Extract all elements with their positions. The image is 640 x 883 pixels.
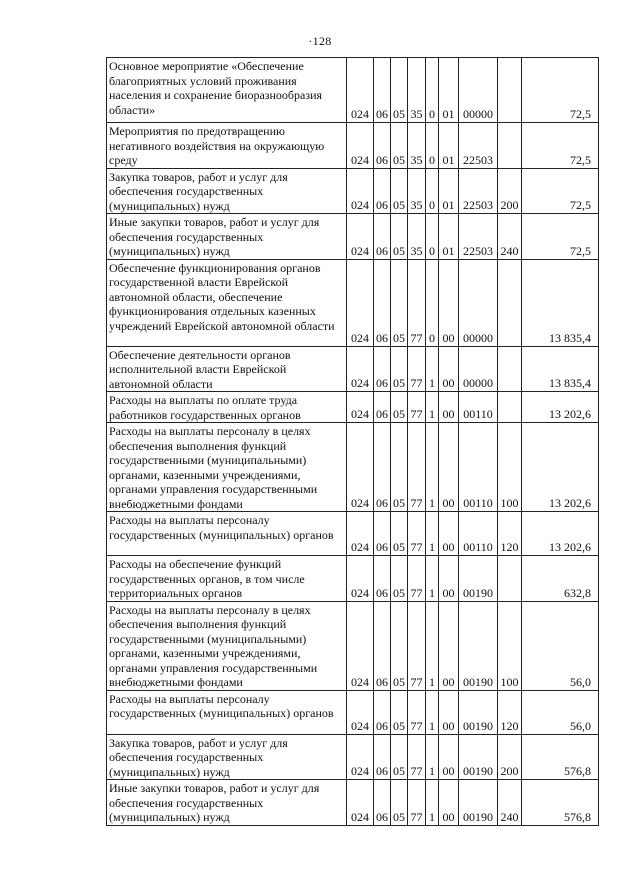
row-name-cell: Иные закупки товаров, работ и услуг для обеспечения государственных (муниципальных) нужд: [107, 780, 347, 826]
section-code-cell: 06: [374, 734, 391, 780]
program-code-cell: 77: [408, 690, 426, 734]
grbs-code-cell: 024: [347, 601, 374, 690]
program-code-cell: 77: [408, 392, 426, 423]
subsection-code-cell: 05: [391, 556, 408, 602]
table-row: [107, 58, 599, 123]
page-number: ·128: [308, 34, 332, 48]
subsection-code-cell: 05: [391, 214, 408, 260]
row-name-cell: Основное мероприятие «Обеспечение благоприятных условий проживания населения и сохранение биоразнообразия области»: [107, 58, 347, 123]
subsection-code-cell: 05: [391, 690, 408, 734]
program-code-cell: 77: [408, 346, 426, 392]
row-name-cell: Мероприятия по предотвращению негативного воздействия на окружающую среду: [107, 123, 347, 169]
row-name-cell: Расходы на обеспечение функций государственных органов, в том числе территориальных органов: [107, 556, 347, 602]
direction-code-cell: 00190: [459, 690, 498, 734]
grbs-code-cell: 024: [347, 58, 374, 123]
subprogram-code-cell: 1: [426, 423, 439, 512]
direction-code-cell: 00110: [459, 423, 498, 512]
row-name-cell: Обеспечение деятельности органов исполнительной власти Еврейской автономной области: [107, 346, 347, 392]
amount-cell: 72,5: [522, 214, 599, 260]
section-code-cell: 06: [374, 512, 391, 556]
expense-type-cell: 120: [498, 690, 522, 734]
grbs-code-cell: 024: [347, 512, 374, 556]
event-code-cell: 01: [439, 214, 459, 260]
program-code-cell: 35: [408, 214, 426, 260]
section-code-cell: 06: [374, 346, 391, 392]
event-code-cell: 00: [439, 690, 459, 734]
program-code-cell: 35: [408, 123, 426, 169]
row-name-cell: Расходы на выплаты персоналу в целях обеспечения выполнения функций государственными (муниципальными) органами, казенными учреждениями, органами управления государственными внебюджетными фондами: [107, 423, 347, 512]
expense-type-cell: 200: [498, 734, 522, 780]
direction-code-cell: 00000: [459, 58, 498, 123]
direction-code-cell: 00190: [459, 780, 498, 826]
row-name-cell: Расходы на выплаты по оплате труда работников государственных органов: [107, 392, 347, 423]
budget-table: [106, 57, 599, 826]
grbs-code-cell: 024: [347, 346, 374, 392]
subprogram-code-cell: 0: [426, 214, 439, 260]
row-name-cell: Закупка товаров, работ и услуг для обеспечения государственных (муниципальных) нужд: [107, 168, 347, 214]
amount-cell: 632,8: [522, 556, 599, 602]
subprogram-code-cell: 1: [426, 512, 439, 556]
direction-code-cell: 00190: [459, 734, 498, 780]
table-row: [107, 123, 599, 169]
expense-type-cell: [498, 346, 522, 392]
event-code-cell: 00: [439, 601, 459, 690]
section-code-cell: 06: [374, 423, 391, 512]
table-row: [107, 259, 599, 346]
subprogram-code-cell: 1: [426, 780, 439, 826]
direction-code-cell: 22503: [459, 123, 498, 169]
expense-type-cell: [498, 123, 522, 169]
subsection-code-cell: 05: [391, 734, 408, 780]
direction-code-cell: 00110: [459, 512, 498, 556]
row-name-cell: Иные закупки товаров, работ и услуг для обеспечения государственных (муниципальных) нужд: [107, 214, 347, 260]
grbs-code-cell: 024: [347, 690, 374, 734]
row-name-cell: Расходы на выплаты персоналу государственных (муниципальных) органов: [107, 690, 347, 734]
subsection-code-cell: 05: [391, 780, 408, 826]
table-row: [107, 423, 599, 512]
amount-cell: 72,5: [522, 123, 599, 169]
section-code-cell: 06: [374, 601, 391, 690]
subsection-code-cell: 05: [391, 58, 408, 123]
event-code-cell: 01: [439, 123, 459, 169]
event-code-cell: 00: [439, 512, 459, 556]
event-code-cell: 00: [439, 734, 459, 780]
section-code-cell: 06: [374, 690, 391, 734]
section-code-cell: 06: [374, 259, 391, 346]
amount-cell: 13 202,6: [522, 423, 599, 512]
event-code-cell: 00: [439, 346, 459, 392]
direction-code-cell: 22503: [459, 214, 498, 260]
grbs-code-cell: 024: [347, 123, 374, 169]
program-code-cell: 77: [408, 259, 426, 346]
table-row: [107, 601, 599, 690]
grbs-code-cell: 024: [347, 423, 374, 512]
section-code-cell: 06: [374, 780, 391, 826]
table-row: [107, 214, 599, 260]
row-name-cell: Закупка товаров, работ и услуг для обеспечения государственных (муниципальных) нужд: [107, 734, 347, 780]
subprogram-code-cell: 0: [426, 259, 439, 346]
subprogram-code-cell: 1: [426, 690, 439, 734]
direction-code-cell: 00000: [459, 259, 498, 346]
expense-type-cell: 240: [498, 214, 522, 260]
subprogram-code-cell: 1: [426, 346, 439, 392]
program-code-cell: 77: [408, 601, 426, 690]
subsection-code-cell: 05: [391, 259, 408, 346]
program-code-cell: 77: [408, 556, 426, 602]
program-code-cell: 77: [408, 734, 426, 780]
grbs-code-cell: 024: [347, 734, 374, 780]
grbs-code-cell: 024: [347, 214, 374, 260]
subsection-code-cell: 05: [391, 168, 408, 214]
program-code-cell: 35: [408, 58, 426, 123]
table-row: [107, 512, 599, 556]
section-code-cell: 06: [374, 58, 391, 123]
expense-type-cell: [498, 392, 522, 423]
grbs-code-cell: 024: [347, 556, 374, 602]
event-code-cell: 00: [439, 392, 459, 423]
direction-code-cell: 22503: [459, 168, 498, 214]
expense-type-cell: [498, 259, 522, 346]
subsection-code-cell: 05: [391, 346, 408, 392]
table-row: [107, 734, 599, 780]
subsection-code-cell: 05: [391, 512, 408, 556]
event-code-cell: 00: [439, 780, 459, 826]
expense-type-cell: 240: [498, 780, 522, 826]
row-name-cell: Расходы на выплаты персоналу государственных (муниципальных) органов: [107, 512, 347, 556]
subprogram-code-cell: 1: [426, 556, 439, 602]
table-row: [107, 780, 599, 826]
budget-table-body: [107, 58, 599, 826]
subprogram-code-cell: 1: [426, 601, 439, 690]
subsection-code-cell: 05: [391, 392, 408, 423]
amount-cell: 576,8: [522, 780, 599, 826]
row-name-cell: Расходы на выплаты персоналу в целях обеспечения выполнения функций государственными (муниципальными) органами, казенными учреждениями, органами управления государственными внебюджетными фондами: [107, 601, 347, 690]
expense-type-cell: [498, 58, 522, 123]
program-code-cell: 77: [408, 423, 426, 512]
grbs-code-cell: 024: [347, 168, 374, 214]
expense-type-cell: 100: [498, 601, 522, 690]
expense-type-cell: 200: [498, 168, 522, 214]
expense-type-cell: [498, 556, 522, 602]
event-code-cell: 00: [439, 423, 459, 512]
amount-cell: 13 202,6: [522, 512, 599, 556]
section-code-cell: 06: [374, 168, 391, 214]
amount-cell: 72,5: [522, 58, 599, 123]
direction-code-cell: 00190: [459, 556, 498, 602]
amount-cell: 56,0: [522, 601, 599, 690]
table-row: [107, 346, 599, 392]
table-row: [107, 168, 599, 214]
event-code-cell: 01: [439, 58, 459, 123]
event-code-cell: 00: [439, 556, 459, 602]
event-code-cell: 00: [439, 259, 459, 346]
program-code-cell: 77: [408, 512, 426, 556]
row-name-cell: Обеспечение функционирования органов государственной власти Еврейской автономной области, обеспечение функционирования отдельных казенных учреждений Еврейской автономной области: [107, 259, 347, 346]
event-code-cell: 01: [439, 168, 459, 214]
section-code-cell: 06: [374, 123, 391, 169]
subsection-code-cell: 05: [391, 601, 408, 690]
subsection-code-cell: 05: [391, 423, 408, 512]
direction-code-cell: 00190: [459, 601, 498, 690]
amount-cell: 13 835,4: [522, 346, 599, 392]
amount-cell: 576,8: [522, 734, 599, 780]
subprogram-code-cell: 0: [426, 168, 439, 214]
grbs-code-cell: 024: [347, 259, 374, 346]
program-code-cell: 35: [408, 168, 426, 214]
table-row: [107, 690, 599, 734]
direction-code-cell: 00110: [459, 392, 498, 423]
section-code-cell: 06: [374, 214, 391, 260]
grbs-code-cell: 024: [347, 780, 374, 826]
section-code-cell: 06: [374, 556, 391, 602]
subprogram-code-cell: 0: [426, 123, 439, 169]
table-row: [107, 556, 599, 602]
amount-cell: 72,5: [522, 168, 599, 214]
amount-cell: 13 202,6: [522, 392, 599, 423]
subprogram-code-cell: 0: [426, 58, 439, 123]
expense-type-cell: 100: [498, 423, 522, 512]
direction-code-cell: 00000: [459, 346, 498, 392]
amount-cell: 56,0: [522, 690, 599, 734]
grbs-code-cell: 024: [347, 392, 374, 423]
section-code-cell: 06: [374, 392, 391, 423]
amount-cell: 13 835,4: [522, 259, 599, 346]
subprogram-code-cell: 1: [426, 734, 439, 780]
subprogram-code-cell: 1: [426, 392, 439, 423]
table-row: [107, 392, 599, 423]
expense-type-cell: 120: [498, 512, 522, 556]
subsection-code-cell: 05: [391, 123, 408, 169]
program-code-cell: 77: [408, 780, 426, 826]
